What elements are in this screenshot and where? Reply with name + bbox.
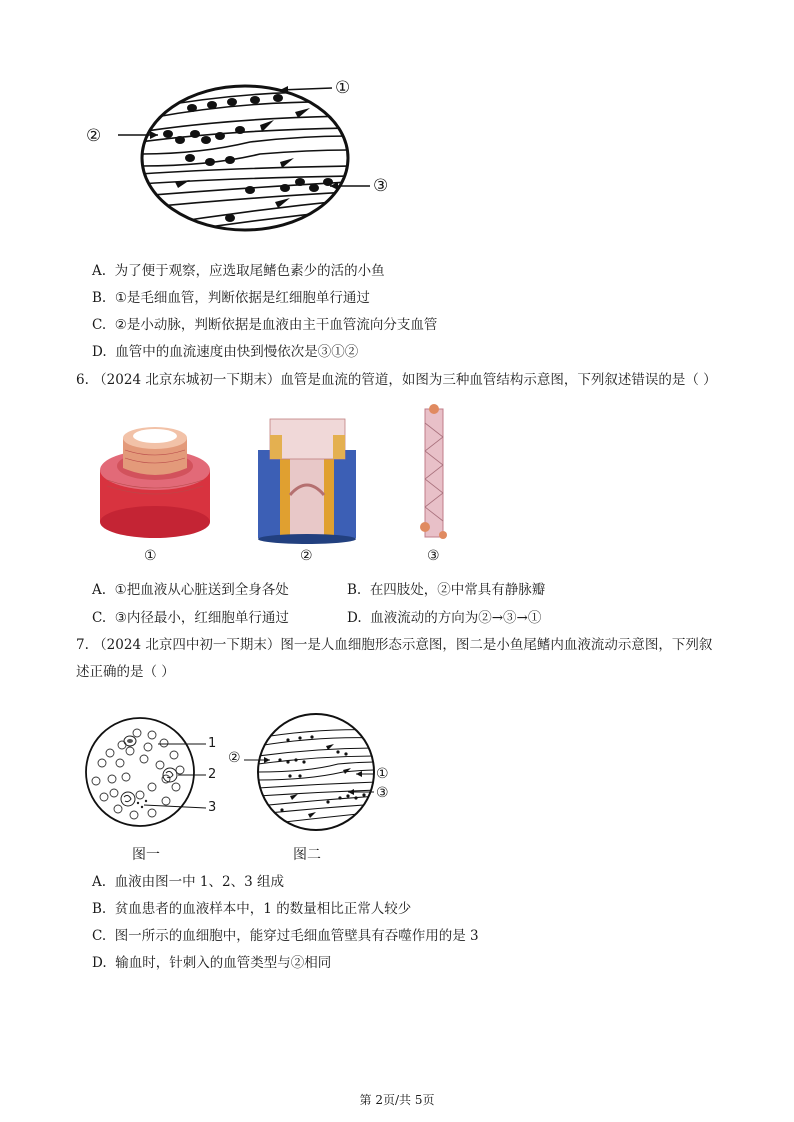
fish-tail-figure-2 bbox=[228, 710, 398, 835]
q6-stem: 6. （2024 北京东城初一下期末）血管是血流的管道，如图为三种血管结构示意图，下列叙述错误的是（ ） bbox=[76, 372, 717, 388]
fish-tail-blood-flow-figure bbox=[80, 70, 410, 240]
fig2-label-1: ① bbox=[376, 766, 389, 782]
figure-caption-vein: ② bbox=[300, 548, 313, 564]
q5-option-a: A. 为了便于观察，应选取尾鳍色素少的活的小鱼 bbox=[92, 263, 385, 279]
artery-illustration bbox=[95, 410, 215, 545]
fig1-caption: 图一 bbox=[132, 847, 160, 863]
q6-option-c: C. ③内径最小，红细胞单行通过 bbox=[92, 610, 289, 626]
blood-cell-figure bbox=[82, 715, 222, 830]
vein-illustration bbox=[250, 405, 365, 545]
q5-option-b: B. ①是毛细血管，判断依据是红细胞单行通过 bbox=[92, 290, 370, 306]
figure-label-3: ③ bbox=[373, 176, 389, 196]
q7-stem-line2: 述正确的是（ ） bbox=[76, 664, 175, 680]
fig2-label-2: ② bbox=[228, 750, 241, 766]
figure-caption-capillary: ③ bbox=[427, 548, 440, 564]
q7-stem-line1: 7. （2024 北京四中初一下期末）图一是人血细胞形态示意图，图二是小鱼尾鳍内血液流动示意图，下列叙 bbox=[76, 637, 713, 653]
figure-caption-artery: ① bbox=[144, 548, 157, 564]
figure-label-1: ① bbox=[335, 78, 351, 98]
q6-option-d: D. 血液流动的方向为②→③→① bbox=[347, 610, 542, 626]
fig2-caption: 图二 bbox=[293, 847, 321, 863]
fig1-label-3: 3 bbox=[208, 800, 217, 815]
q6-option-b: B. 在四肢处，②中常具有静脉瓣 bbox=[347, 582, 546, 598]
q6-option-a: A. ①把血液从心脏送到全身各处 bbox=[92, 582, 289, 598]
q5-option-d: D. 血管中的血流速度由快到慢依次是③①② bbox=[92, 344, 359, 360]
fig1-label-1: 1 bbox=[208, 736, 217, 751]
q7-option-b: B. 贫血患者的血液样本中，1 的数量相比正常人较少 bbox=[92, 901, 412, 917]
page-footer: 第 2页/共 5页 bbox=[359, 1093, 435, 1107]
fig2-label-3: ③ bbox=[376, 785, 389, 801]
figure-label-2: ② bbox=[86, 126, 102, 146]
fig1-label-2: 2 bbox=[208, 767, 217, 782]
q7-option-d: D. 输血时，针刺入的血管类型与②相同 bbox=[92, 955, 332, 971]
q7-option-a: A. 血液由图一中 1、2、3 组成 bbox=[92, 874, 284, 890]
capillary-illustration bbox=[415, 403, 455, 543]
q5-option-c: C. ②是小动脉，判断依据是血液由主干血管流向分支血管 bbox=[92, 317, 438, 333]
q7-option-c: C. 图一所示的血细胞中，能穿过毛细血管壁具有吞噬作用的是 3 bbox=[92, 928, 479, 944]
